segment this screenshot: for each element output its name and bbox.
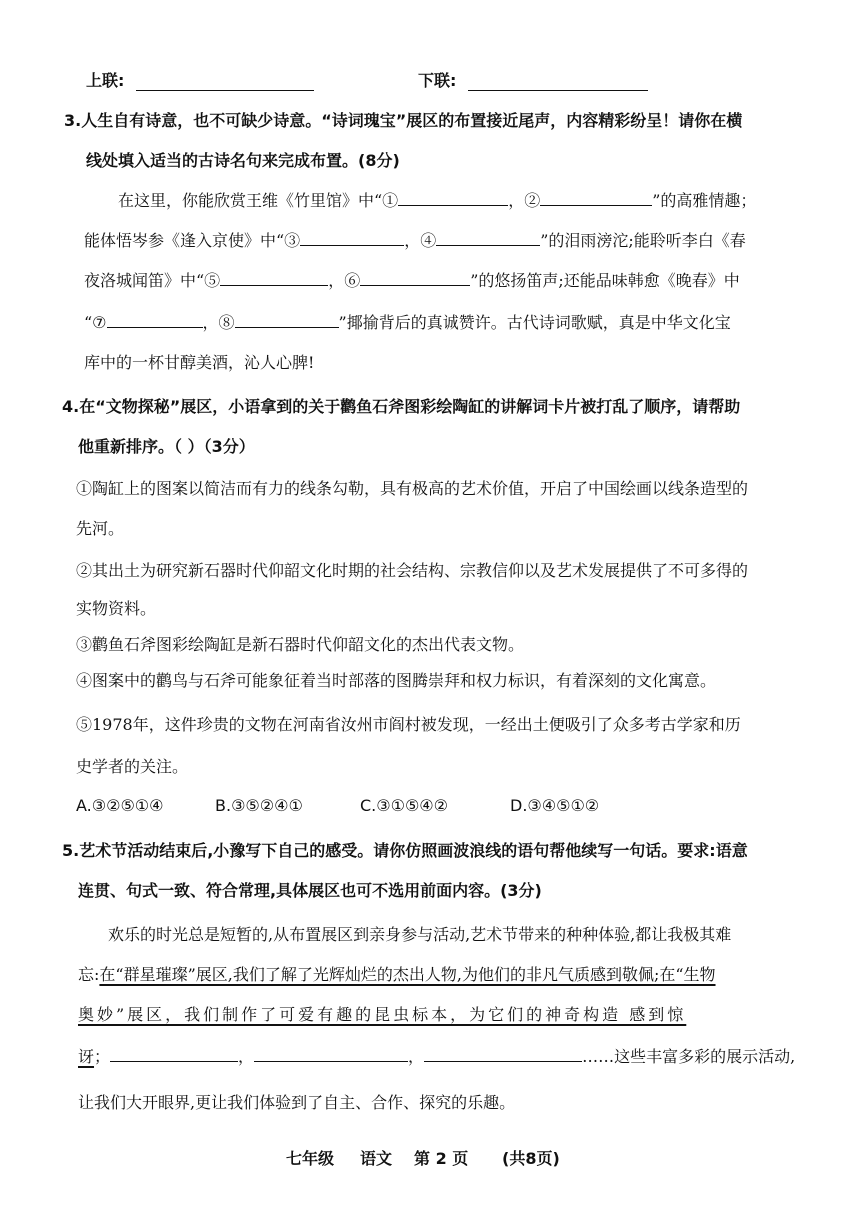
- q4-sentence-2-line1: ②其出土为研究新石器时代仰韶文化时期的社会结构、宗教信仰以及艺术发展提供了不可多得的: [76, 561, 749, 580]
- q5-wavy-sentence: 在“群星璀璨”展区,我们了解了光辉灿烂的杰出人物,为他们的非凡气质感到敬佩;在“生物: [99, 965, 716, 984]
- q3-paragraph-line5: 库中的一杯甘醇美酒，沁人心脾!: [84, 353, 315, 372]
- q3-text: 在这里，你能欣赏王维《竹里馆》中“①: [118, 191, 399, 210]
- q3-text: ，②: [508, 191, 541, 210]
- q4-option-a[interactable]: A.③②⑤①④: [76, 796, 164, 815]
- q3-stem-line2: 线处填入适当的古诗名句来完成布置。(8分): [86, 151, 400, 170]
- q4-sentence-2-line2: 实物资料。: [76, 599, 157, 618]
- q5-paragraph-line5: 让我们大开眼界,更让我们体验到了自主、合作、探究的乐趣。: [78, 1093, 516, 1112]
- q3-text: “⑦: [84, 313, 107, 332]
- q3-text: ，④: [404, 231, 437, 250]
- lower-couplet-blank[interactable]: [468, 76, 648, 91]
- q4-sentence-3: ③鹳鱼石斧图彩绘陶缸是新石器时代仰韶文化的杰出代表文物。: [76, 635, 525, 654]
- footer-page-number: 第 2 页: [414, 1149, 469, 1168]
- q3-text: ，⑥: [328, 271, 361, 290]
- q4-option-b[interactable]: B.③⑤②④①: [215, 796, 303, 815]
- q3-text: ，⑧: [202, 313, 235, 332]
- q4-sentence-4: ④图案中的鹳鸟与石斧可能象征着当时部落的图腾崇拜和权力标识，有着深刻的文化寓意。: [76, 671, 717, 690]
- q3-blank-1[interactable]: [398, 191, 508, 206]
- q5-stem-line1: 5.艺术节活动结束后,小豫写下自己的感受。请你仿照画波浪线的语句帮他续写一句话。要求:语意: [62, 841, 748, 860]
- upper-couplet-label: 上联:: [86, 71, 125, 90]
- q5-text: ，: [408, 1047, 425, 1066]
- q3-blank-3[interactable]: [300, 231, 404, 246]
- q3-text: 能体悟岑参《逢入京使》中“③: [84, 231, 301, 250]
- q4-stem-line2: 他重新排序。（ ）（3分）: [78, 437, 255, 456]
- q4-stem-line1: 4.在“文物探秘”展区，小语拿到的关于鹳鱼石斧图彩绘陶缸的讲解词卡片被打乱了顺序，请帮助: [62, 397, 741, 416]
- q4-sentence-1-line2: 先河。: [76, 519, 125, 538]
- q5-paragraph-line4: [78, 1046, 795, 1068]
- q3-paragraph-line2: [84, 230, 746, 252]
- q3-text: ”的悠扬笛声;还能品味韩愈《晚春》中: [470, 271, 740, 290]
- upper-couplet-blank[interactable]: [136, 76, 314, 91]
- q3-text: 夜洛城闻笛》中“⑤: [84, 271, 221, 290]
- q5-text: 忘:: [78, 965, 100, 984]
- q5-text: ……这些丰富多彩的展示活动,: [582, 1047, 796, 1066]
- q4-option-d[interactable]: D.③④⑤①②: [510, 796, 600, 815]
- q5-text: ，: [238, 1047, 255, 1066]
- q5-paragraph-line2: [78, 964, 716, 986]
- q3-blank-8[interactable]: [235, 313, 339, 328]
- q3-blank-6[interactable]: [360, 271, 470, 286]
- q3-paragraph-line4: [84, 312, 731, 334]
- q5-blank-2[interactable]: [254, 1047, 408, 1062]
- q5-paragraph-line3: [78, 1004, 686, 1026]
- q5-blank-1[interactable]: [110, 1047, 238, 1062]
- q3-blank-7[interactable]: [107, 313, 203, 328]
- q3-blank-2[interactable]: [540, 191, 652, 206]
- q3-text: ”的泪雨滂沱;能聆听李白《春: [540, 231, 746, 250]
- footer-grade: 七年级: [286, 1149, 335, 1168]
- q4-sentence-5-line1: ⑤1978年，这件珍贵的文物在河南省汝州市阎村被发现，一经出土便吸引了众多考古学家和历: [76, 715, 741, 734]
- q5-paragraph-line1: 欢乐的时光总是短暂的,从布置展区到亲身参与活动,艺术节带来的种种体验,都让我极其难: [108, 925, 732, 944]
- q5-wavy-sentence: 奥妙”展区，我们制作了可爱有趣的昆虫标本，为它们的神奇构造 感到惊: [78, 1005, 687, 1024]
- q3-blank-5[interactable]: [220, 271, 328, 286]
- q5-wavy-sentence: 讶: [78, 1047, 95, 1066]
- q4-sentence-1-line1: ①陶缸上的图案以简洁而有力的线条勾勒，具有极高的艺术价值，开启了中国绘画以线条造型的: [76, 479, 749, 498]
- q3-paragraph-line1: [118, 190, 756, 212]
- q5-stem-line2: 连贯、句式一致、符合常理,具体展区也可不选用前面内容。(3分): [78, 881, 542, 900]
- footer-subject: 语文: [360, 1149, 393, 1168]
- q3-paragraph-line3: [84, 270, 740, 292]
- q3-text: ”揶揄背后的真诚赞许。古代诗词歌赋，真是中华文化宝: [338, 313, 731, 332]
- q3-text: ”的高雅情趣；: [652, 191, 757, 210]
- lower-couplet-label: 下联:: [418, 71, 457, 90]
- q3-blank-4[interactable]: [436, 231, 540, 246]
- q3-stem-line1: 3.人生自有诗意，也不可缺少诗意。“诗词瑰宝”展区的布置接近尾声，内容精彩纷呈！请你在横: [64, 111, 743, 130]
- q5-blank-3[interactable]: [424, 1047, 582, 1062]
- q4-sentence-5-line2: 史学者的关注。: [76, 757, 189, 776]
- footer-total-pages: (共8页): [502, 1149, 560, 1168]
- q4-option-c[interactable]: C.③①⑤④②: [360, 796, 448, 815]
- q5-text: ；: [94, 1047, 111, 1066]
